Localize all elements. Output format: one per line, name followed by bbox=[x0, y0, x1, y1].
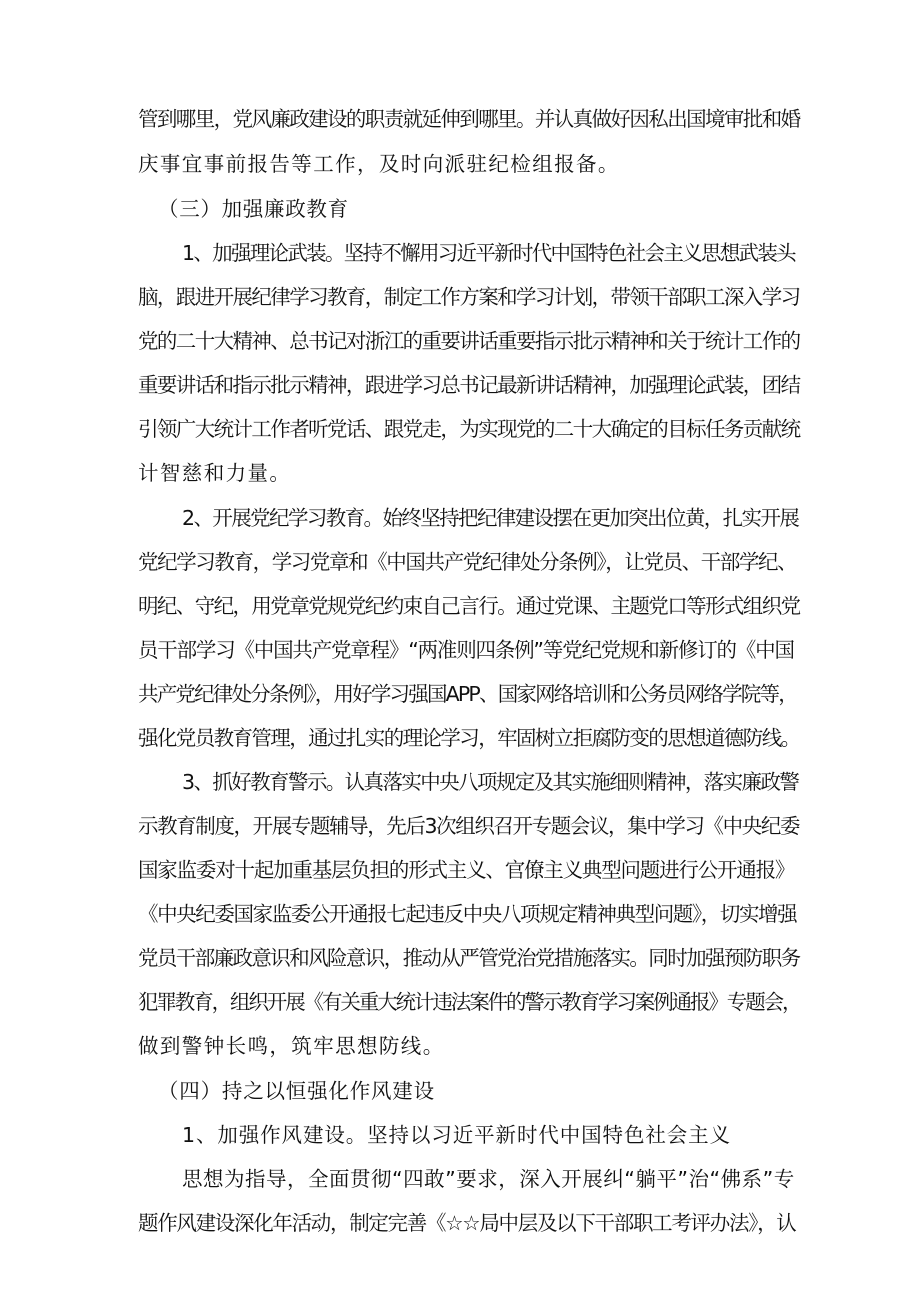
body-text-line: 国家监委对十起加重基层负担的形式主义、官僚主义典型问题进行公开通报》 bbox=[138, 858, 795, 882]
body-text-line: 脑，跟进开展纪律学习教育，制定工作方案和学习计划，带领干部职工深入学习 bbox=[138, 285, 800, 309]
body-text-line: 2、开展党纪学习教育。始终坚持把纪律建设摆在更加突出位黄，扎实开展 bbox=[182, 506, 799, 530]
body-text-line: 思想为指导，全面贯彻“四敢”要求，深入开展纠“躺平”治“佛系”专 bbox=[182, 1167, 795, 1191]
body-text-line: 题作风建设深化年活动，制定完善《☆☆局中层及以下干部职工考评办法》，认 bbox=[138, 1211, 796, 1235]
body-text-line: 明纪、守纪，用党章党规党纪约束自己言行。通过党课、主题党口等形式组织党 bbox=[138, 594, 800, 618]
body-text-line: 犯罪教育，组织开展《有关重大统计违法案件的警示教育学习案例通报》专题会， bbox=[138, 990, 801, 1014]
body-text-line: 计智慈和力量。 bbox=[138, 461, 292, 485]
body-text-line: 共产党纪律处分条例》，用好学习强国APP、国家网络培训和公务员网络学院等， bbox=[138, 682, 797, 706]
body-text-line: 强化党员教育管理，通过扎实的理论学习，牢固树立拒腐防变的思想道德防线。 bbox=[138, 726, 800, 750]
body-text-line: 管到哪里，党风廉政建设的职责就延伸到哪里。并认真做好因私出国境审批和婚 bbox=[138, 107, 800, 131]
body-text-line: 重要讲话和指示批示精神，跟进学习总书记最新讲话精神，加强理论武装，团结 bbox=[138, 373, 800, 397]
body-text-line: 党纪学习教育，学习党章和《中国共产党纪律处分条例》，让党员、干部学纪、 bbox=[138, 550, 797, 574]
body-text-line: 1、加强理论武装。坚持不懈用习近平新时代中国特色社会主义思想武装头 bbox=[182, 241, 795, 265]
body-text-line: 引领广大统计工作者听党话、跟党走，为实现党的二十大确定的目标任务贡献统 bbox=[138, 417, 800, 441]
body-text-line: 党的二十大精神、总书记对浙江的重要讲话重要指示批示精神和关于统计工作的 bbox=[138, 329, 800, 353]
body-text-line: 党员干部廉政意识和风险意识，推动从严管党治党措施落实。同时加强预防职务 bbox=[138, 946, 800, 970]
section-heading: （三）加强廉政教育 bbox=[158, 197, 349, 221]
section-heading: （四）持之以恒强化作风建设 bbox=[158, 1079, 435, 1103]
body-text-line: 3、抓好教育警示。认真落实中央八项规定及其实施细则精神，落实廉政警 bbox=[182, 770, 799, 794]
body-text-line: 做到警钟长鸣，筑牢思想防线。 bbox=[138, 1034, 445, 1058]
body-text-line: 庆事宜事前报告等工作，及时向派驻纪检组报备。 bbox=[138, 152, 620, 176]
body-text-line: 《中央纪委国家监委公开通报七起违反中央八项规定精神典型问题》，切实增强 bbox=[138, 902, 797, 926]
body-text-line: 员干部学习《中国共产党章程》“两准则四条例”等党纪党规和新修订的《中国 bbox=[138, 638, 794, 662]
body-text-line: 1、加强作风建设。坚持以习近平新时代中国特色社会主义 bbox=[182, 1123, 731, 1147]
body-text-line: 示教育制度，开展专题辅导，先后3次组织召开专题会议，集中学习《中央纪委 bbox=[138, 814, 800, 838]
